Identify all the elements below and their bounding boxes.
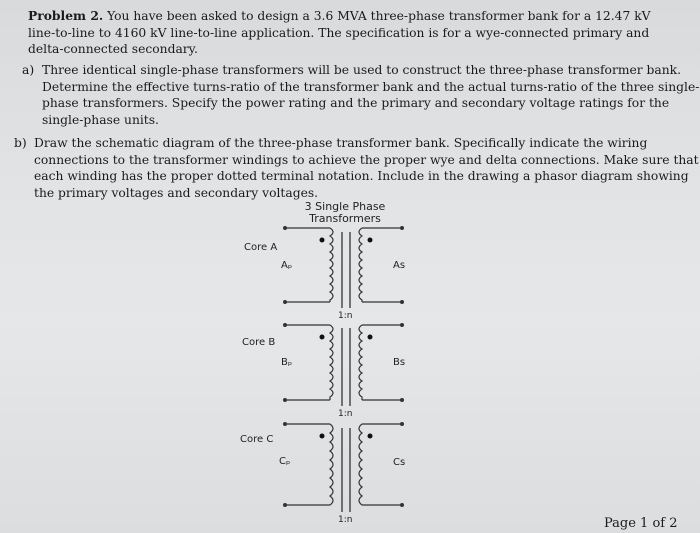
core-b-secondary-dot	[368, 335, 373, 340]
core-b-primary-dot	[320, 335, 325, 340]
core-c-transformer	[240, 422, 405, 525]
core-a-primary-label: Aₚ	[281, 260, 293, 271]
core-c-secondary-terminal-bottom	[400, 503, 404, 507]
core-a-primary-terminal-bottom	[283, 300, 287, 304]
core-a-ratio-label: 1:n	[338, 311, 353, 321]
figure-title-line2: Transformers	[309, 212, 381, 225]
core-c-primary-label: Cₚ	[279, 456, 291, 467]
core-a-secondary-terminal-bottom	[400, 300, 404, 304]
core-b-secondary-terminal-top	[400, 323, 404, 327]
core-c-primary-dot	[320, 434, 325, 439]
core-a-primary-dot	[320, 238, 325, 243]
core-a-transformer	[244, 226, 405, 321]
core-c-secondary-label: Cs	[393, 457, 406, 468]
core-c-label: Core C	[240, 434, 274, 445]
core-b-primary-terminal-bottom	[283, 398, 287, 402]
core-a-secondary-terminal-top	[400, 226, 404, 230]
core-b-ratio-label: 1:n	[338, 409, 353, 419]
core-a-label: Core A	[244, 242, 278, 253]
core-b-secondary-terminal-bottom	[400, 398, 404, 402]
core-b-label: Core B	[242, 337, 276, 348]
core-b-primary-terminal-top	[283, 323, 287, 327]
core-c-primary-terminal-bottom	[283, 503, 287, 507]
core-a-primary-terminal-top	[283, 226, 287, 230]
core-c-primary-terminal-top	[283, 422, 287, 426]
core-c-ratio-label: 1:n	[338, 515, 353, 525]
core-b-primary-label: Bₚ	[281, 357, 293, 368]
figure-title-line1: 3 Single Phase	[304, 200, 386, 213]
core-b-secondary-label: Bs	[393, 357, 406, 368]
core-a-secondary-dot	[368, 238, 373, 243]
part-b-label: b)	[14, 136, 27, 150]
part-a-text: Three identical single-phase transformers will be used to construct the three-phase transformer bank. Determine the effective turns-ratio of the transformer bank and the actual turns-ratio of the three single-phase transformers. Specify the power rating and the primary and secondary voltage ratings for the single-phase units.	[42, 63, 700, 127]
core-c-secondary-dot	[368, 434, 373, 439]
core-b-transformer	[242, 323, 405, 419]
part-a-label: a)	[22, 63, 35, 77]
page-number: Page 1 of 2	[604, 516, 678, 531]
part-b-text: Draw the schematic diagram of the three-phase transformer bank. Specifically indicate the wiring connections to the transformer windings to achieve the proper wye and delta connections. Make sure that each winding has the proper dotted terminal notation. Include in the drawing a phasor diagram showing the primary voltages and secondary voltages.	[34, 136, 699, 200]
core-a-secondary-label: As	[393, 260, 406, 271]
core-c-secondary-terminal-top	[400, 422, 404, 426]
problem-intro: You have been asked to design a 3.6 MVA three-phase transformer bank for a 12.47 kV line-to-line to 4160 kV line-to-line application. The specification is for a wye-connected primary and delta-connected secondary.	[28, 9, 651, 56]
problem-number: Problem 2.	[28, 8, 104, 23]
